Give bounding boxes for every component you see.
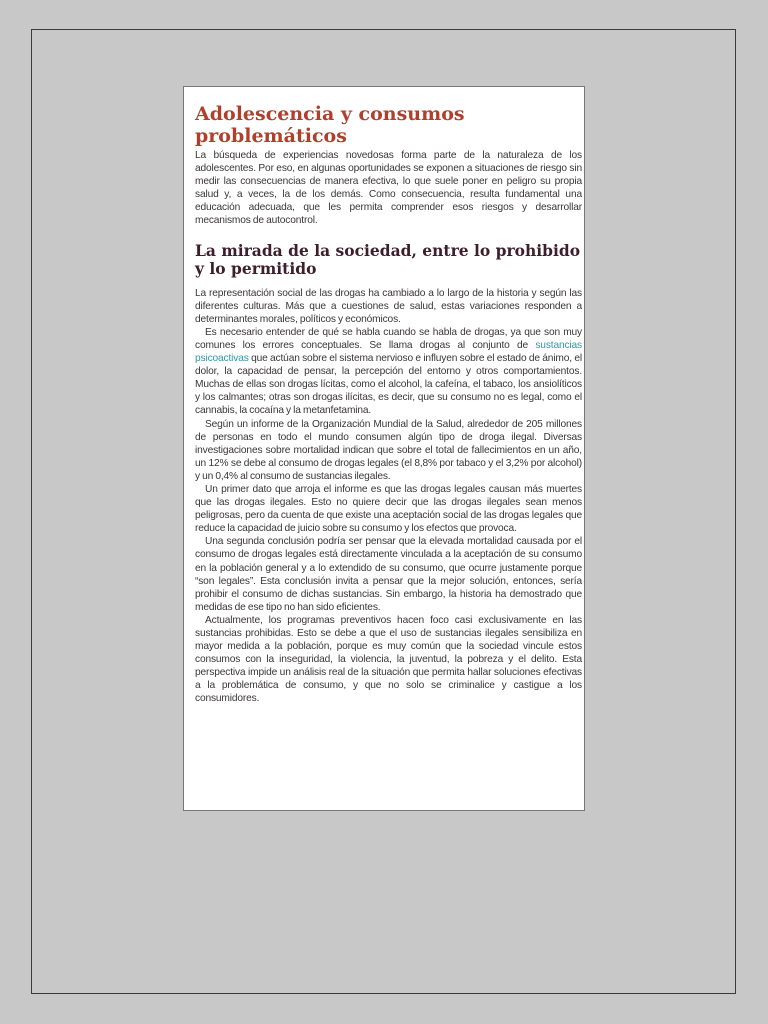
document-page — [183, 86, 585, 811]
paragraph-2 — [195, 326, 582, 418]
paragraph-1: La representación social de las drogas ha cambiado a lo largo de la historia y según las diferentes culturas. Más que a cuestiones de salud, estas variaciones responden a determinantes morales, políticos y económicos. — [195, 287, 582, 325]
paragraph-2-end: que actúan sobre el sistema nervioso e influyen sobre el estado de ánimo, el dolor, la capacidad de pensar, la percepción del entorno y otros comportamientos. Muchas de ellas son drogas lícitas, como el alcohol, la cafeína, el tabaco, los ansiolíticos y los calmantes; otras son drogas ilícitas, es decir, que su consumo no es legal, como el cannabis, la cocaína y la metanfetamina. — [195, 353, 582, 417]
paragraph-4: Un primer dato que arroja el informe es que las drogas legales causan más muertes que las drogas ilegales. Esto no quiere decir que las drogas ilegales sean menos peligrosas, pero da cuenta de que existe una aceptación social de las drogas legales que reduce la capacidad de juicio sobre su consumo y los efectos que provoca. — [195, 483, 582, 535]
paragraph-2-start: Es necesario entender de qué se habla cuando se habla de drogas, ya que son muy comunes los errores conceptuales. Se llama drogas al conjunto de — [195, 326, 582, 351]
section-title: La mirada de la sociedad, entre lo prohibido y lo permitido — [195, 240, 581, 279]
intro-paragraph: La búsqueda de experiencias novedosas forma parte de la naturaleza de los adolescentes. Por eso, en algunas oportunidades se exponen a situaciones de riesgo sin medir las consecuencias de manera efectiva, lo que suele poner en peligro su propia salud y, a veces, la de los demás. Como consecuencia, resulta fundamental una educación adecuada, que les permita comprender esos riesgos y desarrollar mecanismos de autocontrol. — [195, 150, 582, 227]
paragraph-5: Una segunda conclusión podría ser pensar que la elevada mortalidad causada por el consumo de drogas legales está directamente vinculada a la aceptación de su consumo en la población general y a lo extendido de su consumo, que ocurre justamente porque “son legales”. Esta conclusión invita a pensar que la mejor solución, entonces, sería prohibir el consumo de dichas sustancias. Sin embargo, la historia ha demostrado que medidas de ese tipo no han sido eficientes. — [195, 536, 582, 613]
page-content — [195, 103, 582, 706]
highlight-term: sustancias psicoactivas — [195, 339, 582, 365]
page-title: Adolescencia y consumos problemáticos — [195, 103, 465, 147]
paragraph-6: Actualmente, los programas preventivos hacen foco casi exclusivamente en las sustancias prohibidas. Esto se debe a que el uso de sustancias ilegales sensibiliza en mayor medida a la población, porque es muy común que la sociedad vincule estos consumos con la inseguridad, la violencia, la juventud, la pobreza y el delito. Esta perspectiva impide un análisis real de la situación que permita hallar soluciones efectivas a la problemática de consumo, y que no solo se criminalice y castigue a los consumidores. — [195, 614, 582, 705]
paragraph-3: Según un informe de la Organización Mundial de la Salud, alrededor de 205 millones de personas en todo el mundo consumen algún tipo de droga ilegal. Diversas investigaciones sobre mortalidad indican que sobre el total de fallecimientos en un año, un 12% se debe al consumo de drogas legales (el 8,8% por tabaco y el 3,2% por alcohol) y un 0,4% al consumo de sustancias ilegales. — [195, 418, 582, 482]
